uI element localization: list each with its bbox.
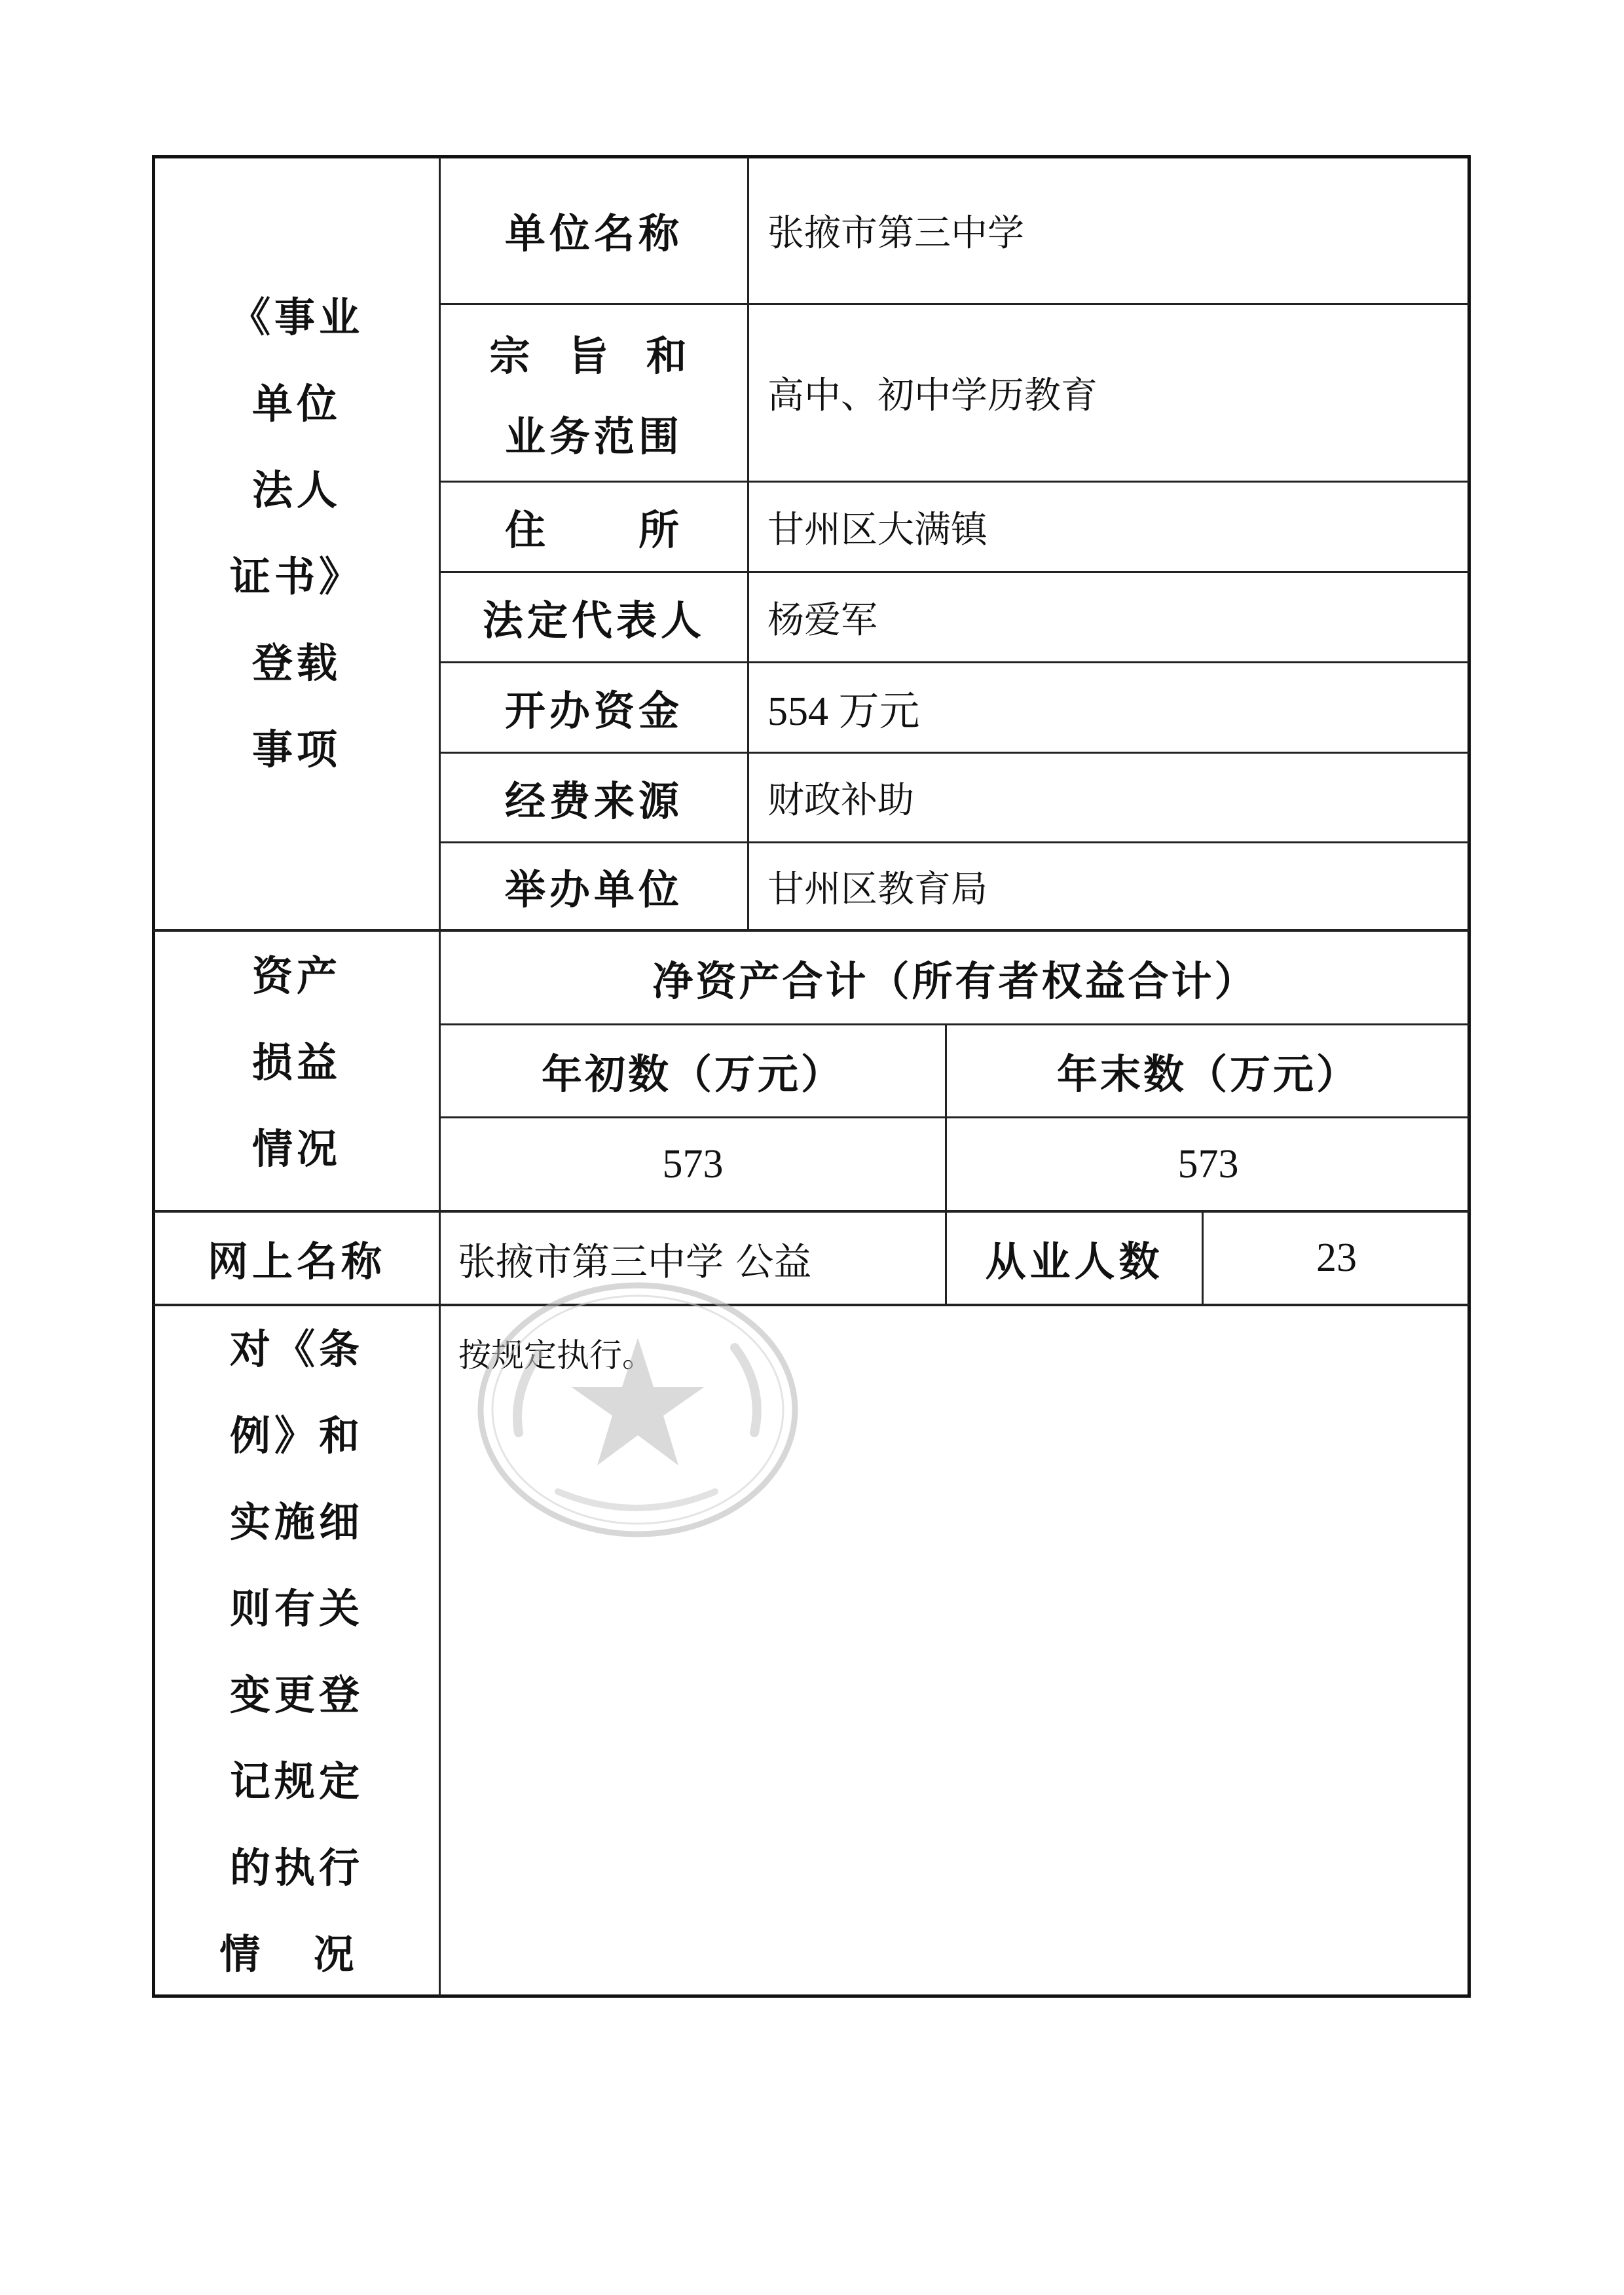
funding-source-value: 财政补助 xyxy=(767,779,914,822)
table-divider xyxy=(153,1304,1469,1306)
section-title-line: 的执行 xyxy=(229,1844,363,1892)
funding-source-label: 经费来源 xyxy=(504,777,683,825)
section-title-line: 《事业 xyxy=(229,293,363,341)
address-label: 住 所 xyxy=(504,506,683,554)
section-title-line: 登载 xyxy=(251,639,341,687)
label-line: 业务范围 xyxy=(504,413,683,460)
assets-section-title xyxy=(155,952,439,1203)
legal-representative-value: 杨爱军 xyxy=(767,598,877,642)
sponsor-value: 甘州区教育局 xyxy=(767,868,987,911)
seal-star-icon xyxy=(571,1338,705,1465)
legal-representative-label: 法定代表人 xyxy=(482,597,705,644)
section-title-line: 损益 xyxy=(251,1038,341,1086)
year-end-value: 573 xyxy=(1177,1141,1239,1186)
section-title-line: 则有关 xyxy=(229,1585,363,1632)
official-seal xyxy=(466,1276,807,1551)
section-title-line: 证书》 xyxy=(229,553,363,600)
section-title-line: 情 况 xyxy=(219,1930,374,1978)
online-name-label: 网上名称 xyxy=(207,1238,386,1285)
funding-label: 开办资金 xyxy=(504,687,683,735)
year-end-header: 年末数（万元） xyxy=(1056,1050,1359,1098)
year-start-header: 年初数（万元） xyxy=(541,1050,844,1098)
address-value: 甘州区大满镇 xyxy=(767,508,987,551)
label-line: 宗 旨 和 xyxy=(489,332,699,380)
section-title-line: 变更登 xyxy=(229,1671,363,1719)
section-title-line: 单位 xyxy=(251,380,341,428)
unit-name-value: 张掖市第三中学 xyxy=(767,211,1024,255)
compliance-value: 按规定执行。 xyxy=(458,1336,655,1374)
section-title-line: 法人 xyxy=(251,466,341,514)
purpose-scope-value: 高中、初中学历教育 xyxy=(767,375,1098,417)
net-assets-header: 净资产合计（所有者权益合计） xyxy=(652,957,1258,1005)
section-title-line: 资产 xyxy=(251,952,341,1000)
section-title-line: 事项 xyxy=(251,725,341,773)
online-name-value: 张掖市第三中学 公益 xyxy=(458,1239,812,1284)
sponsor-label: 举办单位 xyxy=(504,866,683,913)
unit-name-label: 单位名称 xyxy=(504,210,683,257)
purpose-scope-label xyxy=(441,305,747,481)
section-title-line: 情况 xyxy=(251,1125,341,1173)
section-title-line: 例》和 xyxy=(229,1412,363,1460)
funding-value: 554 万元 xyxy=(767,689,920,734)
section-title-line: 记规定 xyxy=(229,1757,363,1805)
registration-section-title xyxy=(155,293,439,794)
staff-count-value: 23 xyxy=(1316,1236,1357,1280)
year-start-value: 573 xyxy=(662,1141,724,1186)
section-title-line: 对《条 xyxy=(229,1325,363,1373)
section-title-line: 实施细 xyxy=(229,1498,363,1546)
compliance-section-title xyxy=(155,1325,439,1983)
staff-count-label: 从业人数 xyxy=(985,1238,1164,1285)
